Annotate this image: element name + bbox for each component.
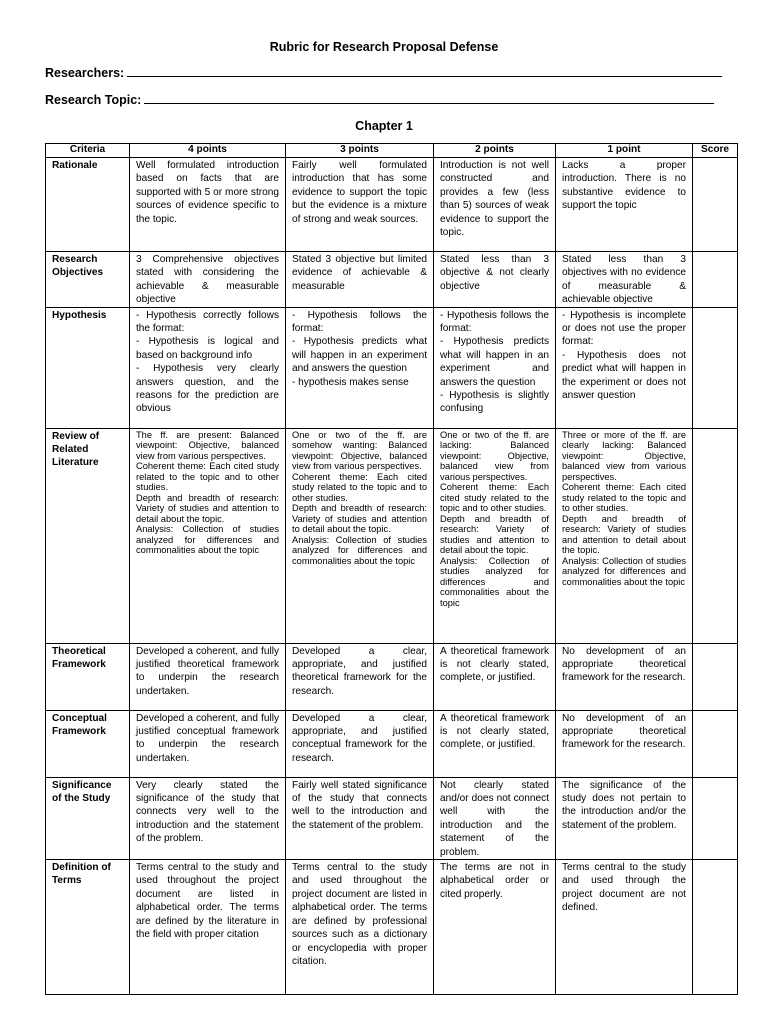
table-row xyxy=(46,643,738,710)
rubric-cell-2: The terms are not in alphabetical order or cited properly. xyxy=(434,860,556,995)
criteria-cell: Significance of the Study xyxy=(46,777,130,859)
header-2-points: 2 points xyxy=(434,144,556,158)
rubric-cell-4: Well formulated introduction based on facts that are supported with 5 or more strong sources of evidence specific to the topic. xyxy=(130,158,286,252)
document-title: Rubric for Research Proposal Defense xyxy=(269,40,499,54)
rubric-cell-2: Stated less than 3 objective & not clearly objective xyxy=(434,252,556,308)
chapter-heading: Chapter 1 xyxy=(355,119,413,133)
rubric-cell-4: Developed a coherent, and fully justified conceptual framework to underpin the research undertaken. xyxy=(130,710,286,777)
rubric-cell-3: Stated 3 objective but limited evidence of achievable & measurable xyxy=(286,252,434,308)
score-cell[interactable] xyxy=(693,710,738,777)
criteria-cell: Hypothesis xyxy=(46,307,130,428)
research-topic-label: Research Topic: xyxy=(45,93,142,107)
header-criteria: Criteria xyxy=(46,144,130,158)
rubric-cell-2: Introduction is not well constructed and provides a few (less than 5) sources of weak evidence to support the topic. xyxy=(434,158,556,252)
rubric-cell-3: Developed a clear, appropriate, and justified theoretical framework for the research. xyxy=(286,643,434,710)
rubric-cell-3: Fairly well formulated introduction that has some evidence to support the topic but the evidence is a mixture of strong and weak sources. xyxy=(286,158,434,252)
researchers-line xyxy=(45,66,722,80)
rubric-cell-4: The ff. are present: Balanced viewpoint: Objective, balanced view from various perspectives. Coherent theme: Each cited study related to the topic and to other studies. Depth and breadth of research: Variety of studies and attention to detail about the topic. Analysis: Collection of studies analyzed for differences and commonalities about the topic xyxy=(130,428,286,643)
rubric-cell-1: The significance of the study does not pertain to the introduction and/or the statement of the problem. xyxy=(556,777,693,859)
researchers-label: Researchers: xyxy=(45,66,125,80)
rubric-cell-2: - Hypothesis follows the format: - Hypothesis predicts what will happen in an experiment and answers the question - Hypothesis is slightly confusing xyxy=(434,307,556,428)
criteria-cell: Conceptual Framework xyxy=(46,710,130,777)
rubric-cell-1: Stated less than 3 objectives with no evidence of measurable & achievable objective xyxy=(556,252,693,308)
criteria-cell: Definition of Terms xyxy=(46,860,130,995)
rubric-cell-2: One or two of the ff. are lacking: Balanced viewpoint: Objective, balanced view from various perspectives. Coherent theme: Each cited study related to the topic and to other studies. Depth and breadth of research: Variety of studies and attention to detail about the topic. Analysis: Collection of studies analyzed for differences and commonalities about the topic xyxy=(434,428,556,643)
score-cell[interactable] xyxy=(693,252,738,308)
score-cell[interactable] xyxy=(693,307,738,428)
header-1-point: 1 point xyxy=(556,144,693,158)
table-row xyxy=(46,307,738,428)
rubric-cell-1: Terms central to the study and used through the project document are not defined. xyxy=(556,860,693,995)
table-row xyxy=(46,710,738,777)
rubric-table xyxy=(45,143,738,995)
rubric-cell-1: - Hypothesis is incomplete or does not use the proper format: - Hypothesis does not predict what will happen in the experiment or does not answer question xyxy=(556,307,693,428)
rubric-cell-3: Fairly well stated significance of the study that connects well to the introduction and the statement of the problem. xyxy=(286,777,434,859)
rubric-cell-3: - Hypothesis follows the format: - Hypothesis predicts what will happen in an experiment and answers the question - hypothesis makes sense xyxy=(286,307,434,428)
header-score: Score xyxy=(693,144,738,158)
table-row xyxy=(46,252,738,308)
rubric-cell-1: Lacks a proper introduction. There is no substantive evidence to support the topic xyxy=(556,158,693,252)
criteria-cell: Theoretical Framework xyxy=(46,643,130,710)
rubric-cell-4: Terms central to the study and used throughout the project document are listed in alphabetical order. The terms are defined by the literature in the field with proper citation xyxy=(130,860,286,995)
rubric-cell-1: No development of an appropriate theoretical framework for the research. xyxy=(556,710,693,777)
table-row xyxy=(46,860,738,995)
criteria-cell: Research Objectives xyxy=(46,252,130,308)
researchers-blank xyxy=(127,67,722,77)
score-cell[interactable] xyxy=(693,428,738,643)
table-row xyxy=(46,158,738,252)
rubric-cell-4: Developed a coherent, and fully justified theoretical framework to underpin the research undertaken. xyxy=(130,643,286,710)
criteria-cell: Rationale xyxy=(46,158,130,252)
rubric-cell-2: A theoretical framework is not clearly stated, complete, or justified. xyxy=(434,643,556,710)
table-row xyxy=(46,428,738,643)
rubric-cell-4: 3 Comprehensive objectives stated with considering the achievable & measurable objective xyxy=(130,252,286,308)
score-cell[interactable] xyxy=(693,777,738,859)
rubric-cell-3: Terms central to the study and used throughout the project document are listed in alphabetical order. The terms are defined by professional sources such as a dictionary or encyclopedia with proper citation. xyxy=(286,860,434,995)
header-row xyxy=(46,144,738,158)
rubric-cell-3: Developed a clear, appropriate, and justified conceptual framework for the research. xyxy=(286,710,434,777)
rubric-cell-1: Three or more of the ff. are clearly lacking: Balanced viewpoint: Objective, balanced view from various perspectives. Coherent theme: Each cited study related to the topic and to other studies. Depth and breadth of research: Variety of studies and attention to detail about the topic. Analysis: Collection of studies analyzed for differences and commonalities about the topic xyxy=(556,428,693,643)
research-topic-blank xyxy=(144,94,714,104)
score-cell[interactable] xyxy=(693,860,738,995)
rubric-cell-2: Not clearly stated and/or does not connect well with the introduction and the statement of the problem. xyxy=(434,777,556,859)
rubric-cell-2: A theoretical framework is not clearly stated, complete, or justified. xyxy=(434,710,556,777)
rubric-cell-4: Very clearly stated the significance of the study that connects very well to the introduction and the statement of the problem. xyxy=(130,777,286,859)
criteria-cell: Review of Related Literature xyxy=(46,428,130,643)
header-4-points: 4 points xyxy=(130,144,286,158)
score-cell[interactable] xyxy=(693,158,738,252)
rubric-cell-3: One or two of the ff. are somehow wanting: Balanced viewpoint: Objective, balanced view from various perspectives. Coherent theme: Each cited study related to the topic and to other studies. Depth and breadth of research: Variety of studies and attention to detail about the topic. Analysis: Collection of studies analyzed for differences and commonalities about the topic xyxy=(286,428,434,643)
table-row xyxy=(46,777,738,859)
header-3-points: 3 points xyxy=(286,144,434,158)
rubric-cell-1: No development of an appropriate theoretical framework for the research. xyxy=(556,643,693,710)
rubric-cell-4: - Hypothesis correctly follows the format: - Hypothesis is logical and based on background info - Hypothesis very clearly answers question, and the reasons for the prediction are obvious xyxy=(130,307,286,428)
score-cell[interactable] xyxy=(693,643,738,710)
research-topic-line xyxy=(45,93,714,107)
